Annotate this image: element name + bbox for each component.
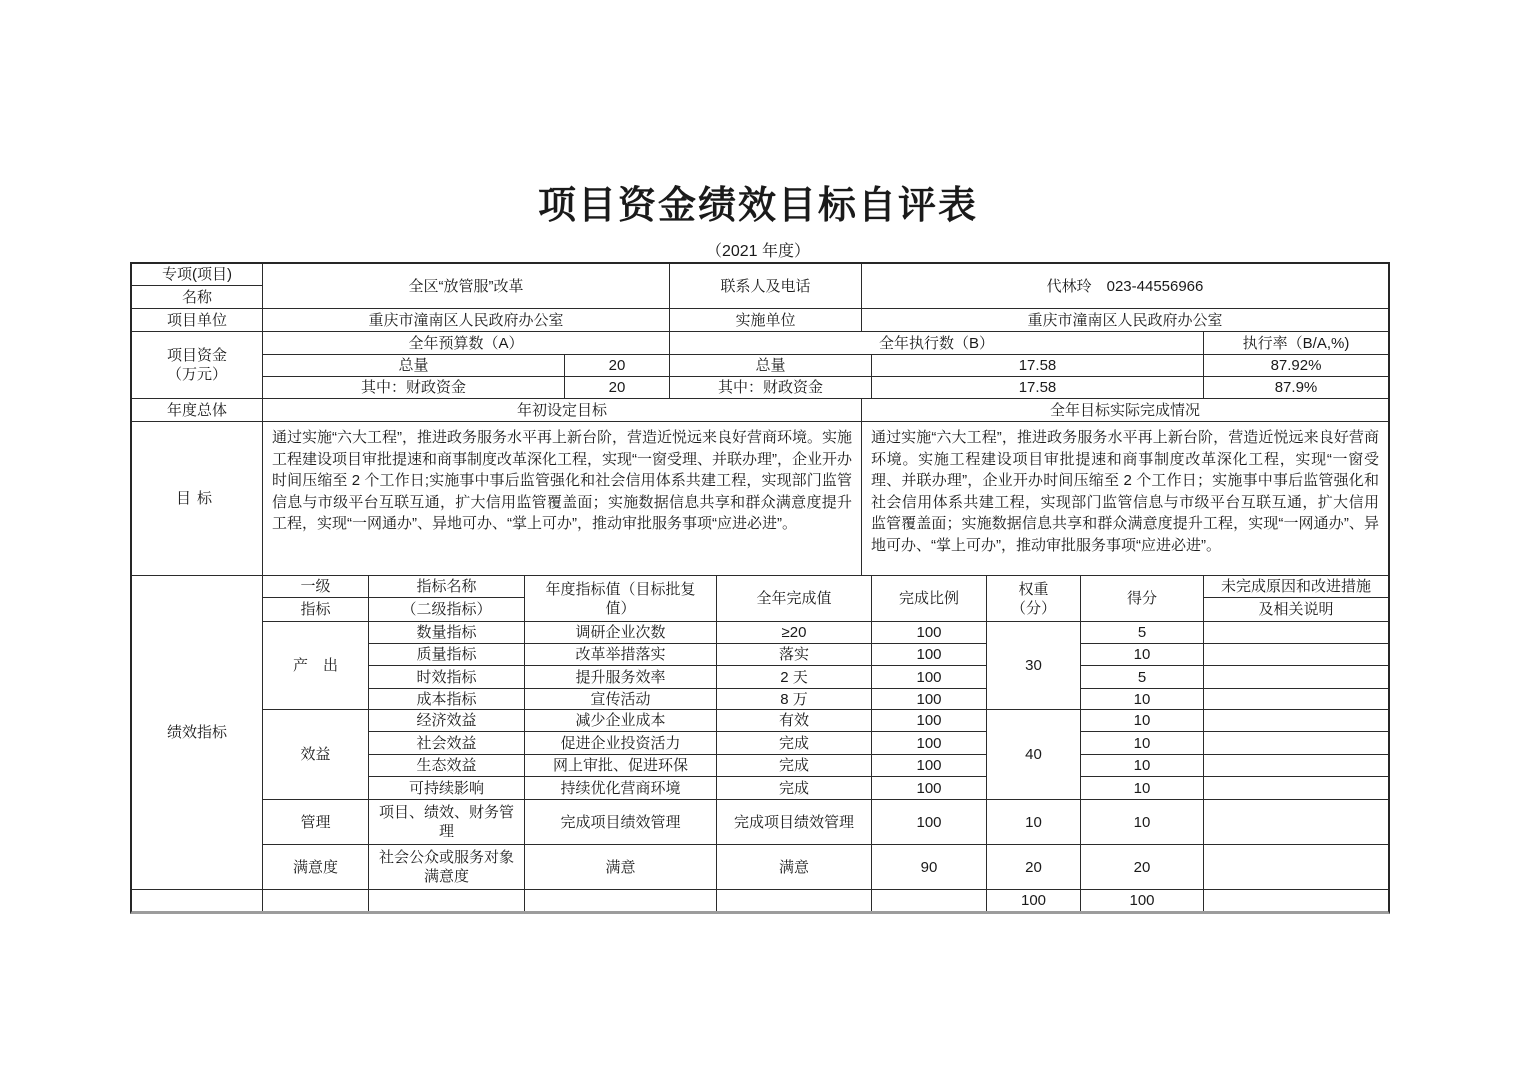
second-level-cell: 项目、绩效、财务管理 — [369, 800, 525, 845]
reason-cell — [1204, 732, 1388, 755]
funds-label — [132, 332, 263, 399]
completed-cell: 8 万 — [717, 689, 872, 710]
annual-target-cell: 改革举措落实 — [525, 644, 717, 666]
funds-total-label2: 总量 — [670, 355, 872, 377]
completed-cell: 满意 — [717, 845, 872, 890]
contact-value: 代林玲 023-44556966 — [862, 264, 1388, 309]
score-cell: 10 — [1081, 689, 1204, 710]
ratio-cell: 100 — [872, 644, 987, 666]
reason-cell — [1204, 777, 1388, 800]
weight-header-line2: （分） — [1010, 599, 1056, 617]
ratio-cell: 100 — [872, 755, 987, 777]
empty-cell — [525, 890, 717, 911]
funds-fiscal-label: 其中：财政资金 — [263, 377, 565, 399]
actual-goal-text: 通过实施“六大工程”，推进政务服务水平再上新台阶，营造近悦远来良好营商环境。实施工程建设项目审批提速和商事制度改革深化工程，实现“一窗受理、并联办理”，企业开办时间压缩至 2 个工作日；实施事中事后监管强化和社会信用体系共建工程，实现部门监管信息与市级平台互联互通，扩大信用监管覆盖面；实施数据信息共享和群众满意度提升工程，实现“一网通办”、异地可办、“掌上可办”，推动审批服务事项“应进必进”。 — [862, 422, 1388, 576]
annual-target-cell: 减少企业成本 — [525, 710, 717, 732]
actual-goal-header: 全年目标实际完成情况 — [862, 399, 1388, 422]
project-unit-value: 重庆市潼南区人民政府办公室 — [263, 309, 670, 332]
total-weight-cell: 100 — [987, 890, 1081, 911]
score-cell: 10 — [1081, 777, 1204, 800]
second-level-cell: 生态效益 — [369, 755, 525, 777]
completed-cell: ≥20 — [717, 622, 872, 644]
reason-header-line2: 及相关说明 — [1204, 598, 1388, 622]
goal-label: 目标 — [132, 422, 263, 576]
ratio-cell: 100 — [872, 622, 987, 644]
completed-cell: 完成 — [717, 777, 872, 800]
group-satisfaction-label: 满意度 — [263, 845, 369, 890]
empty-cell — [872, 890, 987, 911]
completed-cell: 完成 — [717, 755, 872, 777]
funds-total-budget: 20 — [565, 355, 670, 377]
score-cell: 10 — [1081, 800, 1204, 845]
score-cell: 5 — [1081, 666, 1204, 689]
ratio-header: 完成比例 — [872, 576, 987, 622]
ratio-cell: 100 — [872, 800, 987, 845]
project-unit-label: 项目单位 — [132, 309, 263, 332]
initial-goal-header: 年初设定目标 — [263, 399, 862, 422]
total-score-cell: 100 — [1081, 890, 1204, 911]
impl-unit-value: 重庆市潼南区人民政府办公室 — [862, 309, 1388, 332]
empty-cell — [369, 890, 525, 911]
empty-cell — [1204, 890, 1388, 911]
score-cell: 10 — [1081, 644, 1204, 666]
indicator-name-header-line1: 指标名称 — [369, 576, 525, 598]
reason-cell — [1204, 710, 1388, 732]
score-cell: 5 — [1081, 622, 1204, 644]
contact-label: 联系人及电话 — [670, 264, 862, 309]
completed-value-header: 全年完成值 — [717, 576, 872, 622]
completed-cell: 2 天 — [717, 666, 872, 689]
group-output-label: 产 出 — [263, 622, 369, 710]
second-level-cell: 社会效益 — [369, 732, 525, 755]
level1-header-line1: 一级 — [263, 576, 369, 598]
performance-indicators-label: 绩效指标 — [132, 576, 263, 890]
spec-project-value: 全区“放管服”改革 — [263, 264, 670, 309]
second-level-cell: 经济效益 — [369, 710, 525, 732]
second-level-cell: 时效指标 — [369, 666, 525, 689]
reason-cell — [1204, 689, 1388, 710]
empty-cell — [132, 890, 263, 911]
annual-overall-label: 年度总体 — [132, 399, 263, 422]
funds-label-line2: （万元） — [166, 366, 227, 383]
reason-cell — [1204, 622, 1388, 644]
funds-total-label: 总量 — [263, 355, 565, 377]
completed-cell: 完成 — [717, 732, 872, 755]
score-cell: 20 — [1081, 845, 1204, 890]
group-output-weight: 30 — [987, 622, 1081, 710]
second-level-cell: 质量指标 — [369, 644, 525, 666]
annual-target-cell: 满意 — [525, 845, 717, 890]
ratio-cell: 100 — [872, 777, 987, 800]
completed-cell: 完成项目绩效管理 — [717, 800, 872, 845]
annual-target-cell: 调研企业次数 — [525, 622, 717, 644]
reason-header-line1: 未完成原因和改进措施 — [1204, 576, 1388, 598]
second-level-cell: 社会公众或服务对象满意度 — [369, 845, 525, 890]
annual-target-cell: 完成项目绩效管理 — [525, 800, 717, 845]
weight-header — [987, 576, 1081, 622]
ratio-cell: 100 — [872, 666, 987, 689]
group-satisfaction-weight: 20 — [987, 845, 1081, 890]
indicator-name-header-line2: （二级指标） — [369, 598, 525, 622]
reason-cell — [1204, 800, 1388, 845]
ratio-cell: 100 — [872, 689, 987, 710]
group-management-label: 管理 — [263, 800, 369, 845]
funds-fiscal-label2: 其中：财政资金 — [670, 377, 872, 399]
group-management-weight: 10 — [987, 800, 1081, 845]
impl-unit-label: 实施单位 — [670, 309, 862, 332]
reason-cell — [1204, 845, 1388, 890]
funds-fiscal-budget: 20 — [565, 377, 670, 399]
empty-cell — [263, 890, 369, 911]
score-header: 得分 — [1081, 576, 1204, 622]
annual-target-cell: 持续优化营商环境 — [525, 777, 717, 800]
document-table — [130, 262, 1390, 914]
second-level-cell: 成本指标 — [369, 689, 525, 710]
page-title: 项目资金绩效目标自评表 — [537, 185, 978, 227]
second-level-cell: 数量指标 — [369, 622, 525, 644]
second-level-cell: 可持续影响 — [369, 777, 525, 800]
score-cell: 10 — [1081, 710, 1204, 732]
ratio-cell: 100 — [872, 710, 987, 732]
reason-cell — [1204, 755, 1388, 777]
budget-header: 全年预算数（A） — [263, 332, 670, 355]
spec-project-label-line1: 专项(项目) — [132, 264, 263, 286]
funds-fiscal-exec: 17.58 — [872, 377, 1204, 399]
exec-header: 全年执行数（B） — [670, 332, 1204, 355]
annual-target-header: 年度指标值（目标批复值） — [525, 576, 717, 622]
funds-fiscal-rate: 87.9% — [1204, 377, 1388, 399]
rate-header: 执行率（B/A,%) — [1204, 332, 1388, 355]
page-subtitle: （2021 年度） — [705, 243, 811, 260]
annual-target-cell: 网上审批、促进环保 — [525, 755, 717, 777]
ratio-cell: 90 — [872, 845, 987, 890]
completed-cell: 有效 — [717, 710, 872, 732]
funds-total-exec: 17.58 — [872, 355, 1204, 377]
weight-header-line1: 权重 — [1018, 580, 1049, 598]
group-benefit-weight: 40 — [987, 710, 1081, 800]
reason-cell — [1204, 666, 1388, 689]
completed-cell: 落实 — [717, 644, 872, 666]
group-benefit-label: 效益 — [263, 710, 369, 800]
funds-label-line1: 项目资金 — [166, 347, 227, 364]
annual-target-cell: 促进企业投资活力 — [525, 732, 717, 755]
spec-project-label-line2: 名称 — [132, 286, 263, 309]
reason-cell — [1204, 644, 1388, 666]
annual-target-cell: 提升服务效率 — [525, 666, 717, 689]
empty-cell — [717, 890, 872, 911]
funds-total-rate: 87.92% — [1204, 355, 1388, 377]
annual-target-cell: 宣传活动 — [525, 689, 717, 710]
score-cell: 10 — [1081, 732, 1204, 755]
score-cell: 10 — [1081, 755, 1204, 777]
ratio-cell: 100 — [872, 732, 987, 755]
initial-goal-text: 通过实施“六大工程”，推进政务服务水平再上新台阶，营造近悦远来良好营商环境。实施工程建设项目审批提速和商事制度改革深化工程，实现“一窗受理、并联办理”，企业开办时间压缩至 2 个工作日;实施事中事后监管强化和社会信用体系共建工程，实现部门监管信息与市级平台互联互通，扩大信用监管覆盖面；实施数据信息共享和群众满意度提升工程，实现“一网通办”、异地可办、“掌上可办”，推动审批服务事项“应进必进”。 — [263, 422, 862, 576]
level1-header-line2: 指标 — [263, 598, 369, 622]
